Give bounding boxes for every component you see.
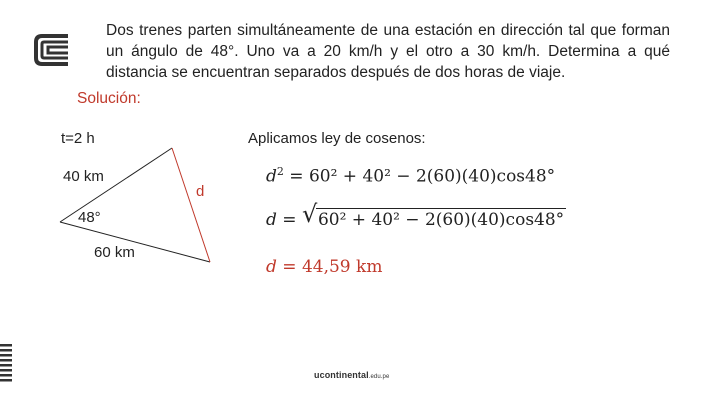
problem-statement: Dos trenes parten simultáneamente de una estación en dirección tal que forman un ángulo de 48°. Uno va a 20 km/h y el otro a 30 km/h. Determina a qué distancia se encuentran separados después de dos horas de viaje.	[106, 22, 670, 81]
footer-domain: .edu.pe	[368, 374, 390, 380]
equation-2	[266, 200, 566, 230]
side-40-label: 40 km	[63, 168, 104, 185]
eq1-rhs: = 60² + 40² − 2(60)(40)cos48°	[283, 166, 556, 187]
footer-brand-name: ucontinental	[314, 370, 369, 380]
eq1-exponent: 2	[276, 165, 284, 178]
eq2-equals: =	[276, 210, 302, 230]
angle-label: 48°	[78, 209, 101, 226]
solution-heading: Solución:	[77, 90, 141, 107]
eq2-radicand: 60² + 40² − 2(60)(40)cos48°	[317, 210, 565, 230]
eq3-variable: d	[266, 257, 277, 277]
side-d-label: d	[196, 183, 205, 200]
eq2-variable: d	[266, 210, 277, 230]
equation-1	[266, 165, 555, 187]
footer-brand	[314, 370, 389, 380]
stripe-bars-icon	[0, 344, 14, 384]
triangle-side-40	[60, 148, 172, 222]
radical-icon: √	[301, 200, 318, 228]
side-60-label: 60 km	[94, 244, 135, 261]
triangle-side-60	[60, 222, 210, 262]
eq3-rhs: = 44,59 km	[276, 257, 383, 277]
square-root	[301, 200, 566, 230]
law-of-cosines-label: Aplicamos ley de cosenos:	[248, 130, 426, 147]
eq1-variable: d	[266, 166, 277, 187]
triangle-side-d	[172, 148, 210, 262]
time-label: t=2 h	[61, 130, 95, 147]
equation-result	[266, 257, 382, 277]
